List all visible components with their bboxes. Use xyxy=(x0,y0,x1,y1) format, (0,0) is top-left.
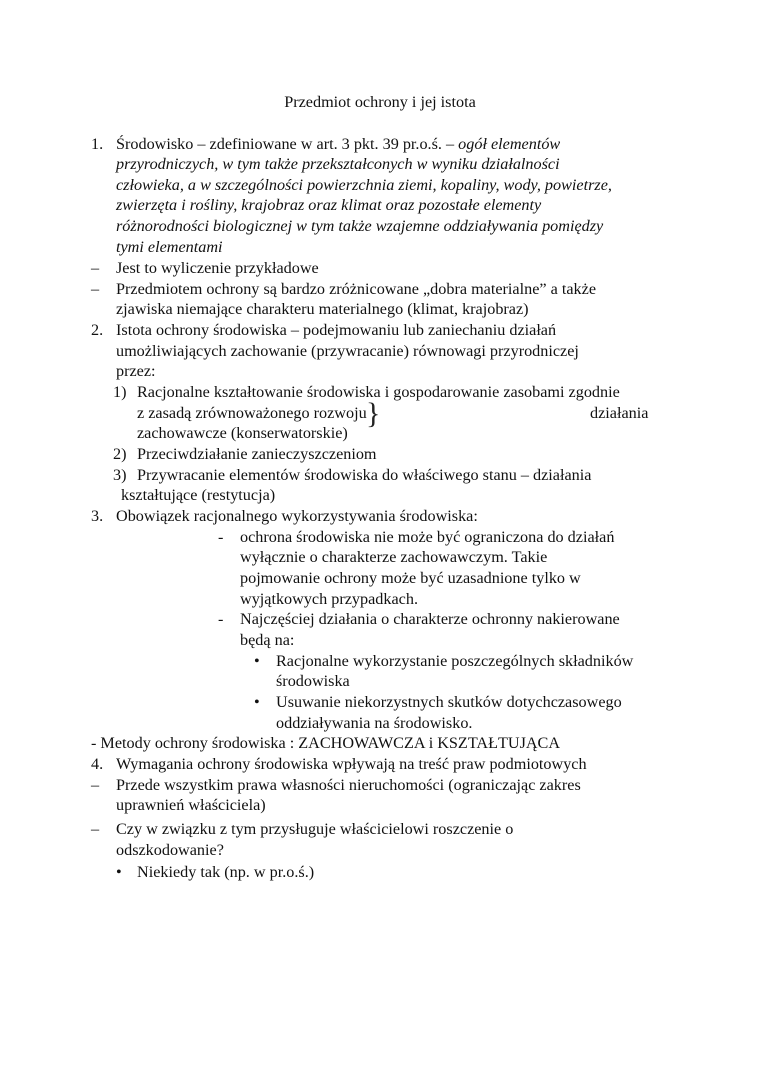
dash-item: Jest to wyliczenie przykładowe xyxy=(116,259,319,277)
list-marker: 2. xyxy=(91,321,104,339)
sublist-marker: 1) xyxy=(113,383,127,401)
dash-item-line: zjawiska niemające charakteru materialnego (klimat, krajobraz) xyxy=(116,300,529,318)
hyphen-item-line: Najczęściej działania o charakterze ochronny nakierowane xyxy=(240,610,620,628)
bullet-marker: • xyxy=(254,652,260,670)
item1-def-line: różnorodności biologicznej w tym także wzajemne oddziaływania pomiędzy xyxy=(116,217,604,235)
item3-text: Obowiązek racjonalnego wykorzystywania środowiska: xyxy=(116,507,478,525)
page-title: Przedmiot ochrony i jej istota xyxy=(284,93,476,111)
dash-marker: – xyxy=(91,820,100,838)
sub-item-line: Przeciwdziałanie zanieczyszczeniom xyxy=(137,445,377,463)
hyphen-marker: - xyxy=(218,528,224,546)
item1-def-line: przyrodniczych, w tym także przekształconych w wyniku działalności xyxy=(116,155,560,173)
item2-line: umożliwiających zachowanie (przywracanie) równowagi przyrodniczej xyxy=(116,342,579,360)
bullet-item-line: Usuwanie niekorzystnych skutków dotychczasowego xyxy=(276,693,622,711)
bullet-item-line: środowiska xyxy=(276,672,350,690)
bullet-item: Niekiedy tak (np. w pr.o.ś.) xyxy=(137,863,315,881)
hyphen-item-line: ochrona środowiska nie może być ograniczona do działań xyxy=(240,528,615,546)
item1-lead: Środowisko – zdefiniowane w art. 3 pkt. 39 pr.o.ś. – xyxy=(116,135,459,153)
bullet-marker: • xyxy=(116,863,122,881)
sub-item-line: Racjonalne kształtowanie środowiska i gospodarowanie zasobami zgodnie xyxy=(137,383,620,401)
sublist-marker: 2) xyxy=(113,445,127,463)
dash-item-line: Przedmiotem ochrony są bardzo zróżnicowane „dobra materialne” a także xyxy=(116,280,596,298)
dash-item-line: Przede wszystkim prawa własności nieruchomości (ograniczając zakres xyxy=(116,776,581,794)
item1-def-line: zwierzęta i rośliny, krajobraz oraz klimat oraz pozostałe elementy xyxy=(116,196,542,214)
brace-mark: } xyxy=(366,397,381,430)
bullet-marker: • xyxy=(254,693,260,711)
methods-line: - Metody ochrony środowiska : ZACHOWAWCZA i KSZTAŁTUJĄCA xyxy=(91,734,561,752)
hyphen-item-line: będą na: xyxy=(240,631,295,649)
item1-def-line: człowieka, a w szczególności powierzchnia ziemi, kopaliny, wody, powietrze, xyxy=(116,176,612,194)
sub-item-line: kształtujące (restytucja) xyxy=(121,486,276,504)
dash-item-line: Czy w związku z tym przysługuje właścicielowi roszczenie o xyxy=(116,820,514,838)
sub-item-line: zachowawcze (konserwatorskie) xyxy=(137,424,348,442)
list-marker: 1. xyxy=(91,135,104,153)
item2-line: Istota ochrony środowiska – podejmowaniu lub zaniechaniu działań xyxy=(116,321,557,339)
sub-item-line: z zasadą zrównoważonego rozwoju xyxy=(137,404,367,422)
item1-def-start: ogół elementów xyxy=(458,135,561,153)
dash-item-line: uprawnień właściciela) xyxy=(116,796,266,814)
hyphen-item-line: wyłącznie o charakterze zachowawczym. Takie xyxy=(240,548,548,566)
sublist-marker: 3) xyxy=(113,466,127,484)
hyphen-item-line: pojmowanie ochrony może być uzasadnione tylko w xyxy=(240,569,581,587)
dash-marker: – xyxy=(91,259,100,277)
bullet-item-line: oddziaływania na środowisko. xyxy=(276,714,473,732)
sub-item-line: Przywracanie elementów środowiska do właściwego stanu – działania xyxy=(137,466,592,484)
dash-item-line: odszkodowanie? xyxy=(116,841,224,859)
bullet-item-line: Racjonalne wykorzystanie poszczególnych składników xyxy=(276,652,634,670)
sub-item-aside: działania xyxy=(590,404,649,422)
list-marker: 4. xyxy=(91,755,104,773)
hyphen-marker: - xyxy=(218,610,224,628)
item1-def-line: tymi elementami xyxy=(116,238,223,256)
item2-line: przez: xyxy=(116,362,156,380)
hyphen-item-line: wyjątkowych przypadkach. xyxy=(240,590,418,608)
dash-marker: – xyxy=(91,776,100,794)
dash-marker: – xyxy=(91,280,100,298)
item4-text: Wymagania ochrony środowiska wpływają na treść praw podmiotowych xyxy=(116,755,587,773)
list-marker: 3. xyxy=(91,507,104,525)
list-item-1-line xyxy=(116,134,560,155)
